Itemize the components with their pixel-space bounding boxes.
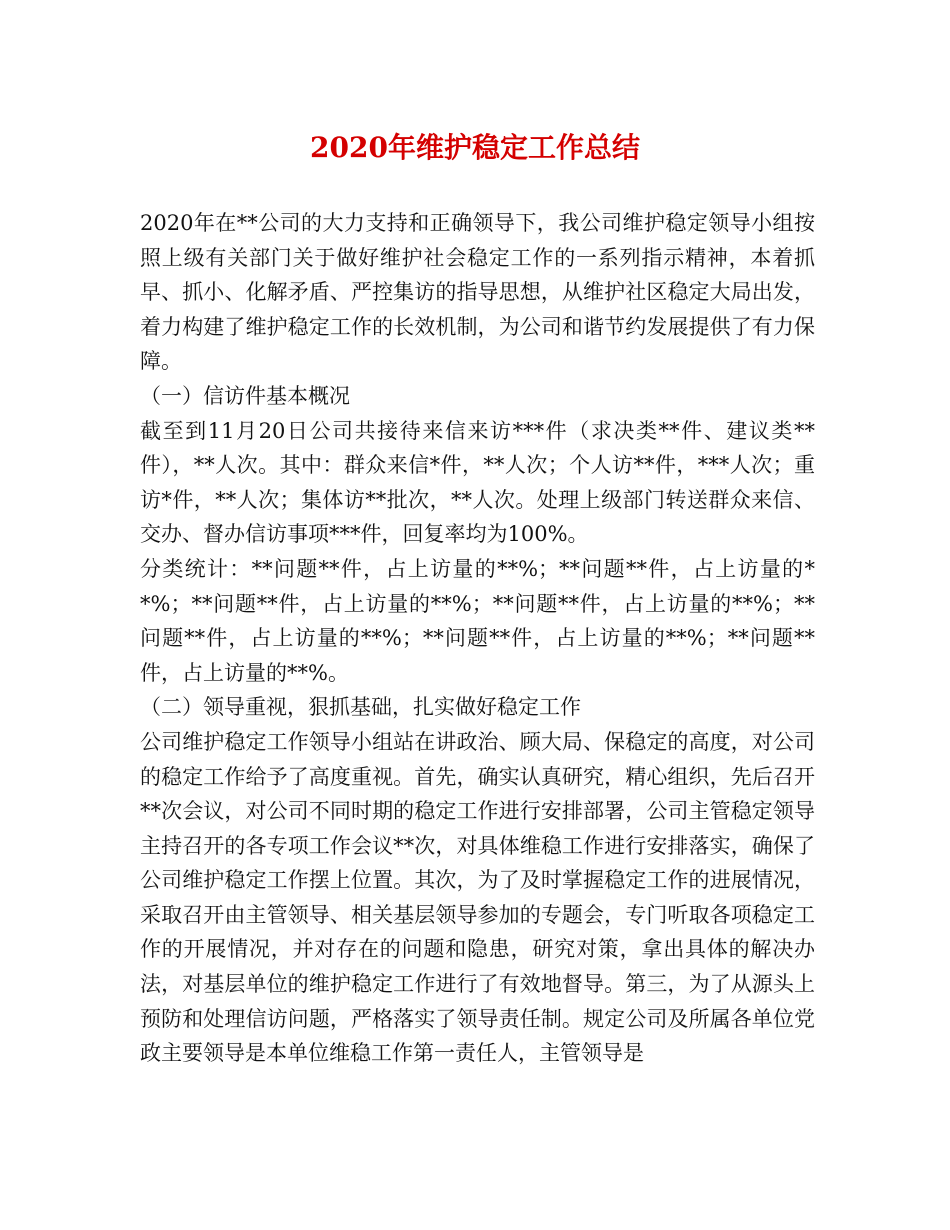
paragraph-category-stats: 分类统计：**问题**件，占上访量的**%；**问题**件，占上访量的**%；**问题**件，占上访量的**%；**问题**件，占上访量的**%；**问题**件，占上访量的**%；**问题**件，占上访量的**%；**问题**件，占上访量的**%。 — [140, 556, 815, 685]
document-body — [140, 206, 815, 1071]
document-title: 2020年维护稳定工作总结 — [310, 131, 640, 164]
paragraph-leadership: 公司维护稳定工作领导小组站在讲政治、顾大局、保稳定的高度，对公司的稳定工作给予了高度重视。首先，确实认真研究，精心组织，先后召开**次会议，对公司不同时期的稳定工作进行安排部署，公司主管稳定领导主持召开的各专项工作会议**次，对具体维稳工作进行安排落实，确保了公司维护稳定工作摆上位置。其次，为了及时掌握稳定工作的进展情况，采取召开由主管领导、相关基层领导参加的专题会，专门听取各项稳定工作的开展情况，并对存在的问题和隐患，研究对策，拿出具体的解决办法，对基层单位的维护稳定工作进行了有效地督导。第三，为了从源头上预防和处理信访问题，严格落实了领导责任制。规定公司及所属各单位党政主要领导是本单位维稳工作第一责任人，主管领导是 — [140, 729, 815, 1066]
paragraph-intro: 2020年在**公司的大力支持和正确领导下，我公司维护稳定领导小组按照上级有关部门关于做好维护社会稳定工作的一系列指示精神，本着抓早、抓小、化解矛盾、严控集访的指导思想，从维护社区稳定大局出发，着力构建了维护稳定工作的长效机制，为公司和谐节约发展提供了有力保障。 — [140, 211, 815, 374]
section-heading-leadership: （二）领导重视，狠抓基础，扎实做好稳定工作 — [140, 695, 581, 720]
paragraph-petition-stats: 截至到11月20日公司共接待来信来访***件（求决类**件、建议类**件），**人次。其中：群众来信*件，**人次；个人访**件，***人次；重访*件，**人次；集体访**批次，**人次。处理上级部门转送群众来信、交办、督办信访事项***件，回复率均为100%。 — [140, 418, 815, 547]
section-heading-petition-overview: （一）信访件基本概况 — [140, 383, 350, 408]
